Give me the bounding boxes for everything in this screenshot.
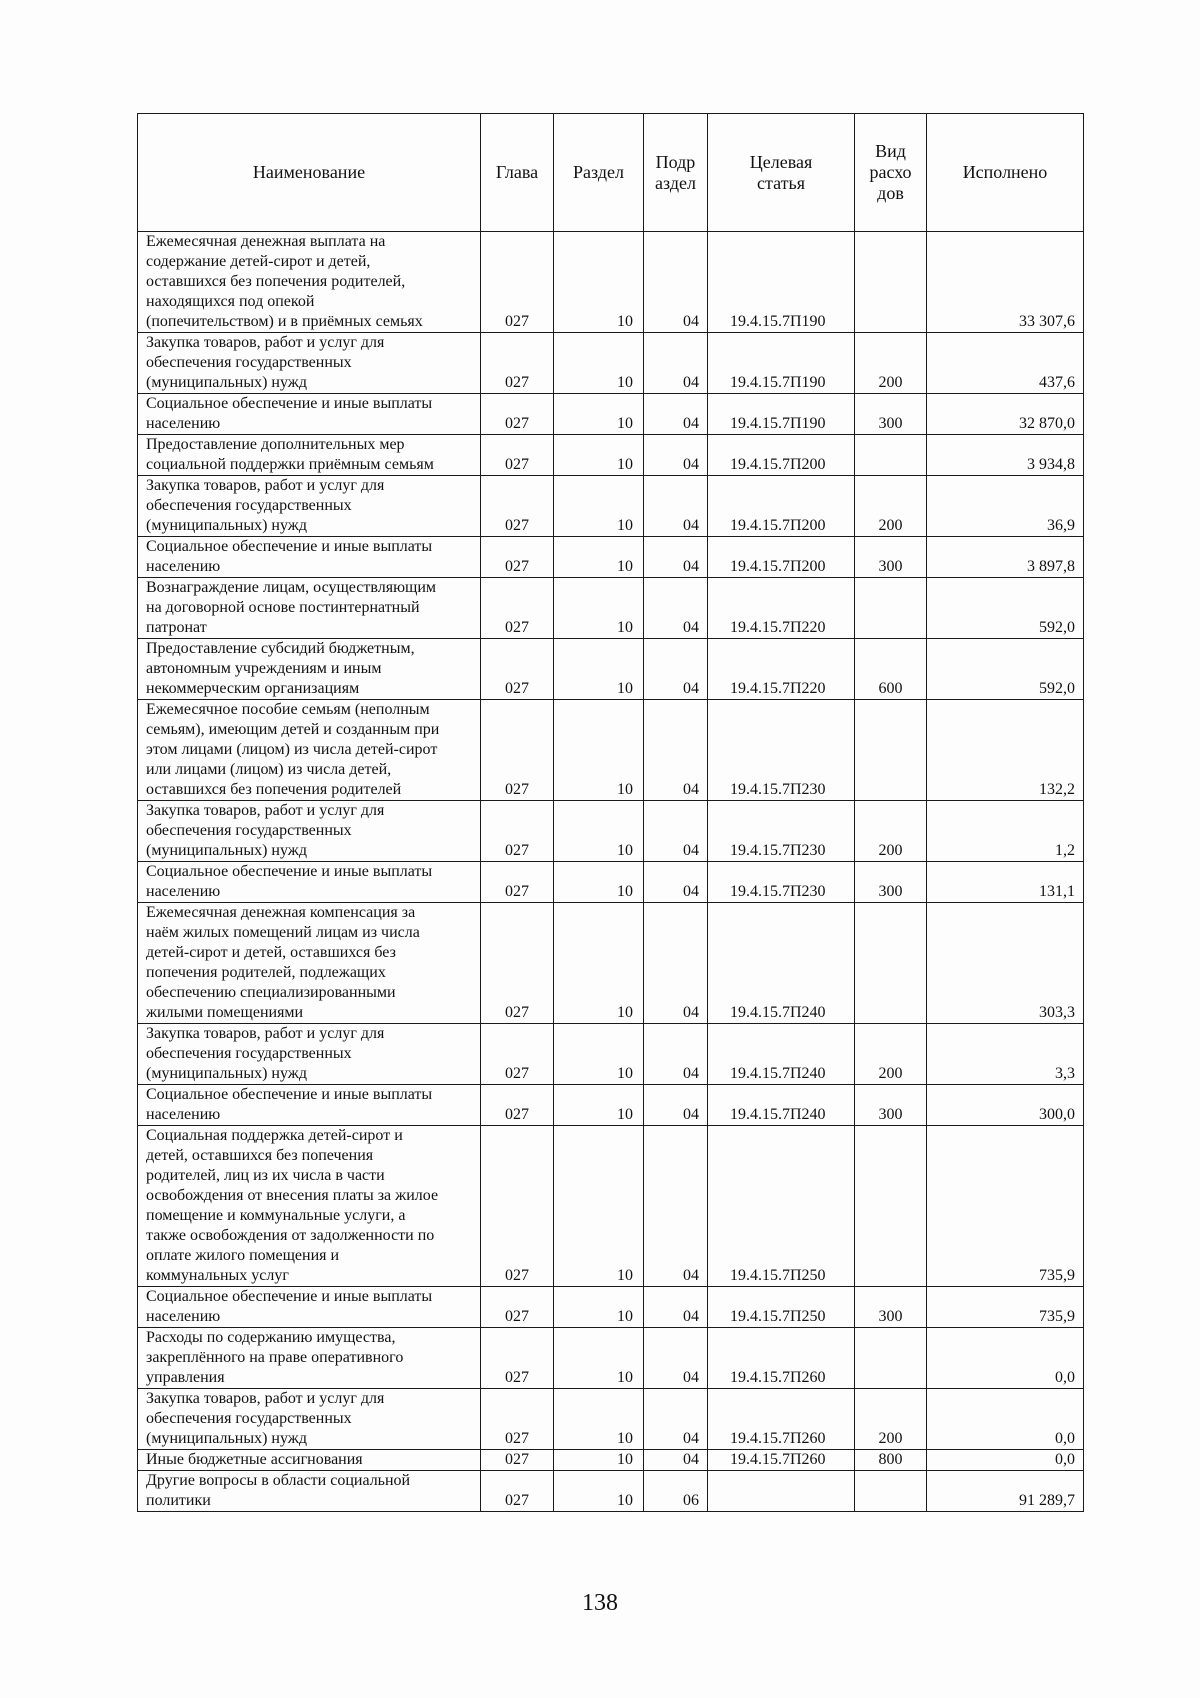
cell-subsection: 04 <box>644 578 708 639</box>
cell-section: 10 <box>554 476 644 537</box>
cell-expense-type <box>855 700 927 801</box>
cell-expense-type: 800 <box>855 1450 927 1471</box>
header-section: Раздел <box>554 114 644 232</box>
cell-chapter: 027 <box>481 578 554 639</box>
cell-target: 19.4.15.7П260 <box>708 1389 855 1450</box>
cell-expense-type <box>855 1471 927 1512</box>
cell-expense-type: 300 <box>855 1085 927 1126</box>
cell-executed: 132,2 <box>927 700 1084 801</box>
cell-name: Предоставление субсидий бюджетным, автономным учреждениям и иным некоммерческим организациям <box>138 639 481 700</box>
cell-target: 19.4.15.7П200 <box>708 435 855 476</box>
cell-section: 10 <box>554 333 644 394</box>
cell-expense-type: 200 <box>855 1389 927 1450</box>
cell-executed: 437,6 <box>927 333 1084 394</box>
cell-section: 10 <box>554 1471 644 1512</box>
table-row <box>138 700 1084 801</box>
cell-section: 10 <box>554 862 644 903</box>
cell-section: 10 <box>554 435 644 476</box>
cell-section: 10 <box>554 1024 644 1085</box>
cell-expense-type: 200 <box>855 476 927 537</box>
header-name: Наименование <box>138 114 481 232</box>
cell-executed: 303,3 <box>927 903 1084 1024</box>
cell-name: Иные бюджетные ассигнования <box>138 1450 481 1471</box>
cell-target: 19.4.15.7П260 <box>708 1450 855 1471</box>
table-row <box>138 903 1084 1024</box>
cell-expense-type: 600 <box>855 639 927 700</box>
cell-chapter: 027 <box>481 476 554 537</box>
cell-target: 19.4.15.7П220 <box>708 578 855 639</box>
cell-name: Социальное обеспечение и иные выплаты населению <box>138 1287 481 1328</box>
table-row <box>138 1287 1084 1328</box>
cell-name: Закупка товаров, работ и услуг для обеспечения государственных (муниципальных) нужд <box>138 333 481 394</box>
cell-name: Ежемесячная денежная компенсация за наём жилых помещений лицам из числа детей-сирот и детей, оставшихся без попечения родителей, подлежащих обеспечению специализированными жилыми помещениями <box>138 903 481 1024</box>
table-row <box>138 537 1084 578</box>
cell-section: 10 <box>554 1450 644 1471</box>
header-expense-type: Вид расхо дов <box>855 114 927 232</box>
cell-subsection: 04 <box>644 232 708 333</box>
cell-executed: 592,0 <box>927 578 1084 639</box>
cell-chapter: 027 <box>481 394 554 435</box>
cell-target: 19.4.15.7П240 <box>708 1024 855 1085</box>
cell-section: 10 <box>554 700 644 801</box>
cell-target: 19.4.15.7П260 <box>708 1328 855 1389</box>
cell-subsection: 04 <box>644 1328 708 1389</box>
cell-expense-type <box>855 903 927 1024</box>
cell-chapter: 027 <box>481 1126 554 1287</box>
cell-name: Социальное обеспечение и иные выплаты населению <box>138 394 481 435</box>
cell-subsection: 04 <box>644 435 708 476</box>
cell-name: Закупка товаров, работ и услуг для обеспечения государственных (муниципальных) нужд <box>138 1389 481 1450</box>
cell-chapter: 027 <box>481 1389 554 1450</box>
cell-subsection: 04 <box>644 639 708 700</box>
cell-executed: 735,9 <box>927 1126 1084 1287</box>
cell-chapter: 027 <box>481 1024 554 1085</box>
cell-chapter: 027 <box>481 1085 554 1126</box>
cell-subsection: 04 <box>644 1450 708 1471</box>
cell-name: Предоставление дополнительных мер социальной поддержки приёмным семьям <box>138 435 481 476</box>
cell-chapter: 027 <box>481 1328 554 1389</box>
cell-executed: 735,9 <box>927 1287 1084 1328</box>
cell-target: 19.4.15.7П190 <box>708 232 855 333</box>
cell-name: Социальное обеспечение и иные выплаты населению <box>138 537 481 578</box>
table-body <box>138 232 1084 1512</box>
cell-section: 10 <box>554 903 644 1024</box>
header-chapter: Глава <box>481 114 554 232</box>
cell-executed: 33 307,6 <box>927 232 1084 333</box>
header-target: Целевая статья <box>708 114 855 232</box>
cell-expense-type: 200 <box>855 333 927 394</box>
budget-table <box>137 113 1084 1512</box>
page-number: 138 <box>582 1590 618 1616</box>
table-row <box>138 435 1084 476</box>
table-row <box>138 862 1084 903</box>
cell-name: Другие вопросы в области социальной политики <box>138 1471 481 1512</box>
cell-executed: 91 289,7 <box>927 1471 1084 1512</box>
cell-section: 10 <box>554 639 644 700</box>
cell-name: Социальное обеспечение и иные выплаты населению <box>138 862 481 903</box>
cell-target: 19.4.15.7П200 <box>708 537 855 578</box>
table-row <box>138 476 1084 537</box>
cell-section: 10 <box>554 1328 644 1389</box>
table-row <box>138 1126 1084 1287</box>
cell-chapter: 027 <box>481 1471 554 1512</box>
table-row <box>138 1450 1084 1471</box>
cell-expense-type <box>855 1328 927 1389</box>
cell-target: 19.4.15.7П230 <box>708 700 855 801</box>
cell-executed: 3,3 <box>927 1024 1084 1085</box>
cell-executed: 592,0 <box>927 639 1084 700</box>
cell-name: Ежемесячное пособие семьям (неполным семьям), имеющим детей и созданным при этом лицами (лицом) из числа детей-сирот или лицами (лицом) из числа детей, оставшихся без попечения родителей <box>138 700 481 801</box>
cell-executed: 0,0 <box>927 1389 1084 1450</box>
cell-section: 10 <box>554 394 644 435</box>
cell-section: 10 <box>554 578 644 639</box>
cell-name: Ежемесячная денежная выплата на содержание детей-сирот и детей, оставшихся без попечения родителей, находящихся под опекой (попечительством) и в приёмных семьях <box>138 232 481 333</box>
cell-chapter: 027 <box>481 537 554 578</box>
table-row <box>138 1471 1084 1512</box>
table-row <box>138 394 1084 435</box>
cell-section: 10 <box>554 801 644 862</box>
cell-name: Закупка товаров, работ и услуг для обеспечения государственных (муниципальных) нужд <box>138 801 481 862</box>
cell-executed: 300,0 <box>927 1085 1084 1126</box>
cell-section: 10 <box>554 232 644 333</box>
cell-chapter: 027 <box>481 435 554 476</box>
cell-expense-type <box>855 1126 927 1287</box>
cell-expense-type <box>855 232 927 333</box>
cell-target <box>708 1471 855 1512</box>
cell-subsection: 04 <box>644 1389 708 1450</box>
cell-section: 10 <box>554 1287 644 1328</box>
cell-subsection: 04 <box>644 476 708 537</box>
header-executed: Исполнено <box>927 114 1084 232</box>
cell-executed: 1,2 <box>927 801 1084 862</box>
cell-expense-type: 200 <box>855 801 927 862</box>
cell-subsection: 04 <box>644 1085 708 1126</box>
table-row <box>138 578 1084 639</box>
cell-chapter: 027 <box>481 639 554 700</box>
cell-section: 10 <box>554 537 644 578</box>
cell-subsection: 04 <box>644 537 708 578</box>
cell-expense-type: 200 <box>855 1024 927 1085</box>
cell-chapter: 027 <box>481 903 554 1024</box>
cell-name: Расходы по содержанию имущества, закреплённого на праве оперативного управления <box>138 1328 481 1389</box>
cell-subsection: 04 <box>644 1126 708 1287</box>
cell-expense-type: 300 <box>855 537 927 578</box>
cell-subsection: 04 <box>644 903 708 1024</box>
cell-section: 10 <box>554 1389 644 1450</box>
cell-chapter: 027 <box>481 862 554 903</box>
cell-target: 19.4.15.7П190 <box>708 394 855 435</box>
cell-target: 19.4.15.7П250 <box>708 1287 855 1328</box>
table-row <box>138 1085 1084 1126</box>
cell-chapter: 027 <box>481 1450 554 1471</box>
cell-chapter: 027 <box>481 700 554 801</box>
cell-target: 19.4.15.7П200 <box>708 476 855 537</box>
cell-target: 19.4.15.7П230 <box>708 801 855 862</box>
cell-expense-type: 300 <box>855 1287 927 1328</box>
table-row <box>138 232 1084 333</box>
cell-target: 19.4.15.7П240 <box>708 1085 855 1126</box>
cell-name: Закупка товаров, работ и услуг для обеспечения государственных (муниципальных) нужд <box>138 476 481 537</box>
table-row <box>138 1389 1084 1450</box>
cell-subsection: 04 <box>644 801 708 862</box>
cell-target: 19.4.15.7П220 <box>708 639 855 700</box>
header-row <box>138 114 1084 232</box>
cell-target: 19.4.15.7П240 <box>708 903 855 1024</box>
cell-expense-type: 300 <box>855 862 927 903</box>
cell-section: 10 <box>554 1085 644 1126</box>
cell-name: Социальное обеспечение и иные выплаты населению <box>138 1085 481 1126</box>
cell-name: Закупка товаров, работ и услуг для обеспечения государственных (муниципальных) нужд <box>138 1024 481 1085</box>
cell-name: Социальная поддержка детей-сирот и детей, оставшихся без попечения родителей, лиц из их числа в части освобождения от внесения платы за жилое помещение и коммунальные услуги, а также освобождения от задолженности по оплате жилого помещения и коммунальных услуг <box>138 1126 481 1287</box>
cell-executed: 32 870,0 <box>927 394 1084 435</box>
cell-subsection: 04 <box>644 1287 708 1328</box>
cell-chapter: 027 <box>481 232 554 333</box>
cell-executed: 36,9 <box>927 476 1084 537</box>
cell-target: 19.4.15.7П190 <box>708 333 855 394</box>
table-row <box>138 1328 1084 1389</box>
cell-executed: 131,1 <box>927 862 1084 903</box>
cell-section: 10 <box>554 1126 644 1287</box>
cell-chapter: 027 <box>481 333 554 394</box>
header-subsection: Подр аздел <box>644 114 708 232</box>
cell-subsection: 04 <box>644 333 708 394</box>
table-row <box>138 639 1084 700</box>
cell-executed: 3 934,8 <box>927 435 1084 476</box>
cell-subsection: 04 <box>644 862 708 903</box>
cell-chapter: 027 <box>481 1287 554 1328</box>
cell-name: Вознаграждение лицам, осуществляющим на договорной основе постинтернатный патронат <box>138 578 481 639</box>
cell-expense-type: 300 <box>855 394 927 435</box>
cell-executed: 0,0 <box>927 1450 1084 1471</box>
cell-subsection: 04 <box>644 394 708 435</box>
table-row <box>138 333 1084 394</box>
cell-target: 19.4.15.7П230 <box>708 862 855 903</box>
cell-subsection: 04 <box>644 1024 708 1085</box>
cell-subsection: 04 <box>644 700 708 801</box>
table-row <box>138 801 1084 862</box>
cell-chapter: 027 <box>481 801 554 862</box>
cell-subsection: 06 <box>644 1471 708 1512</box>
cell-executed: 0,0 <box>927 1328 1084 1389</box>
cell-expense-type <box>855 435 927 476</box>
cell-executed: 3 897,8 <box>927 537 1084 578</box>
cell-target: 19.4.15.7П250 <box>708 1126 855 1287</box>
table-row <box>138 1024 1084 1085</box>
cell-expense-type <box>855 578 927 639</box>
